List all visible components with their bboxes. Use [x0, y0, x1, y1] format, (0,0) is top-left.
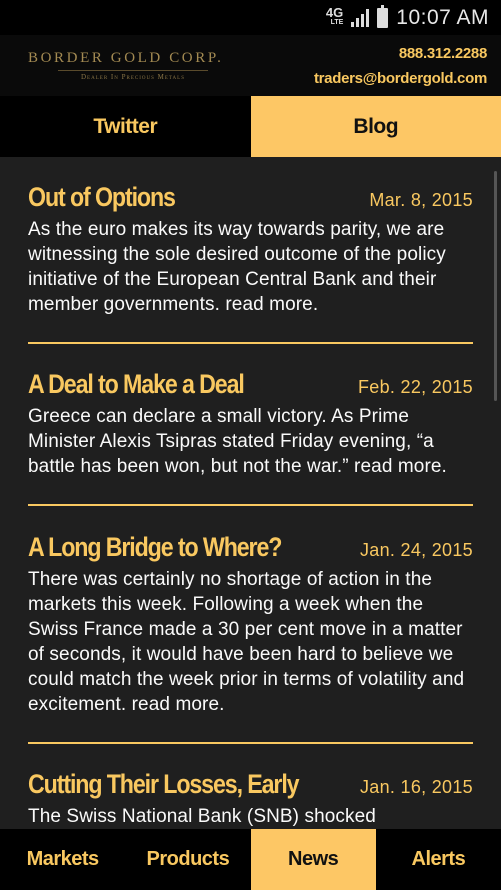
post-divider: [28, 742, 473, 744]
post-title[interactable]: A Deal to Make a Deal: [28, 369, 244, 399]
nav-markets[interactable]: Markets: [0, 829, 125, 890]
post-excerpt[interactable]: The Swiss National Bank (SNB) shocked: [28, 806, 376, 827]
blog-post[interactable]: [28, 532, 473, 717]
brand-logo: [28, 50, 238, 81]
scrollbar-thumb[interactable]: [494, 171, 497, 401]
email-link[interactable]: traders@bordergold.com: [313, 70, 487, 87]
bottom-nav: [0, 829, 501, 890]
tab-blog[interactable]: Blog: [251, 96, 501, 157]
status-bar: [0, 0, 501, 35]
battery-icon: [377, 8, 388, 28]
nav-alerts[interactable]: Alerts: [376, 829, 501, 890]
post-date: Jan. 24, 2015: [360, 540, 473, 560]
logo-tagline: Dealer In Precious Metals: [58, 70, 208, 81]
post-date: Feb. 22, 2015: [358, 377, 473, 397]
nav-news[interactable]: News: [251, 829, 376, 890]
phone-link[interactable]: 888.312.2288: [398, 45, 487, 62]
post-title[interactable]: Out of Options: [28, 182, 175, 212]
post-date: Mar. 8, 2015: [369, 190, 473, 210]
network-4g-lte-icon: [326, 6, 343, 26]
blog-list[interactable]: [0, 157, 501, 829]
tab-twitter[interactable]: Twitter: [0, 96, 251, 157]
nav-products[interactable]: Products: [125, 829, 250, 890]
post-title[interactable]: A Long Bridge to Where?: [28, 532, 282, 562]
post-title[interactable]: Cutting Their Losses, Early: [28, 769, 299, 799]
network-type-label: 4G: [325, 4, 344, 20]
post-excerpt[interactable]: There was certainly no shortage of action in the markets this week. Following a week when the Swiss France made a 30 per cent move in a matter of seconds, it would have been hard to believe we could match the week prior in terms of volatility and excitement. read more.: [28, 569, 465, 715]
feed-tabs: [0, 96, 501, 157]
post-excerpt[interactable]: Greece can declare a small victory. As Prime Minister Alexis Tsipras stated Friday evening, “a battle has been won, but not the war.” read more.: [28, 406, 447, 477]
blog-post[interactable]: [28, 369, 473, 479]
post-date: Jan. 16, 2015: [360, 777, 473, 797]
post-divider: [28, 342, 473, 344]
blog-post[interactable]: [28, 182, 473, 317]
logo-name: BORDER GOLD CORP.: [28, 50, 224, 66]
app-header: [0, 35, 501, 96]
signal-icon: [351, 9, 369, 27]
status-clock: 10:07 AM: [396, 5, 489, 29]
post-divider: [28, 504, 473, 506]
blog-post[interactable]: [28, 769, 473, 829]
post-excerpt[interactable]: As the euro makes its way towards parity, we are witnessing the sole desired outcome of the policy initiative of the European Central Bank and their member governments. read more.: [28, 219, 446, 315]
contact-info: [314, 41, 487, 91]
network-subtype-label: LTE: [330, 18, 344, 26]
